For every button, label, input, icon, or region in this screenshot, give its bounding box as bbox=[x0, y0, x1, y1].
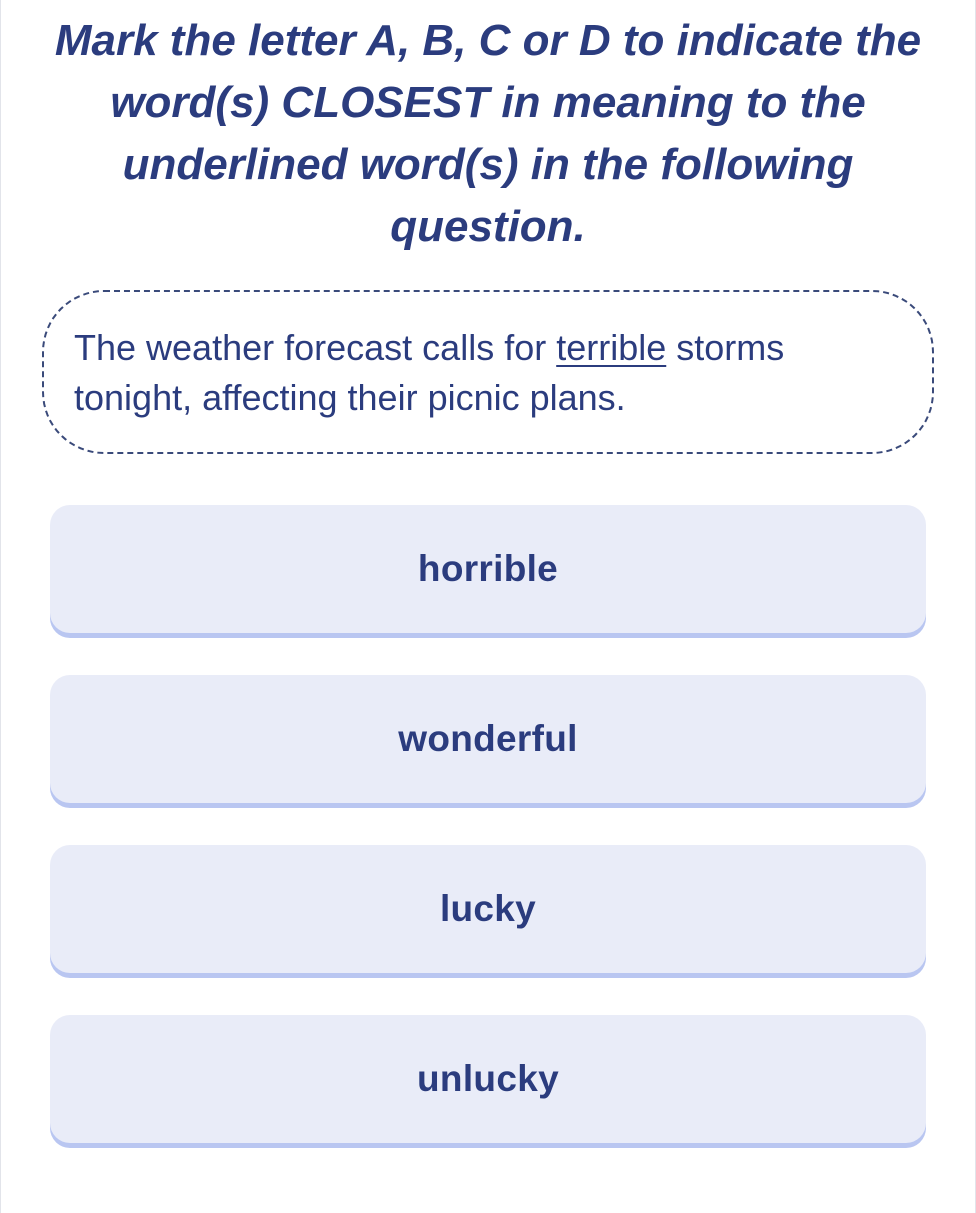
frame-left-edge bbox=[0, 0, 1, 1213]
option-c-label: lucky bbox=[439, 888, 537, 929]
answer-options bbox=[50, 505, 926, 1185]
option-d-label: unlucky bbox=[417, 1058, 559, 1099]
question-text-before: The weather forecast calls for bbox=[74, 327, 557, 368]
option-b-label: wonderful bbox=[398, 718, 578, 759]
question-text bbox=[74, 323, 902, 423]
option-c-button[interactable] bbox=[50, 845, 926, 973]
question-box bbox=[42, 290, 934, 454]
underlined-word: terrible bbox=[556, 327, 667, 368]
instruction-heading: Mark the letter A, B, C or D to indicate the word(s) CLOSEST in meaning to the underlined word(s) in the following question. bbox=[54, 16, 922, 251]
option-d-button[interactable] bbox=[50, 1015, 926, 1143]
option-a-label: horrible bbox=[417, 548, 559, 589]
option-b-button[interactable] bbox=[50, 675, 926, 803]
option-a-button[interactable] bbox=[50, 505, 926, 633]
question-text-after: storms tonight, affecting their picnic plans. bbox=[74, 327, 785, 418]
